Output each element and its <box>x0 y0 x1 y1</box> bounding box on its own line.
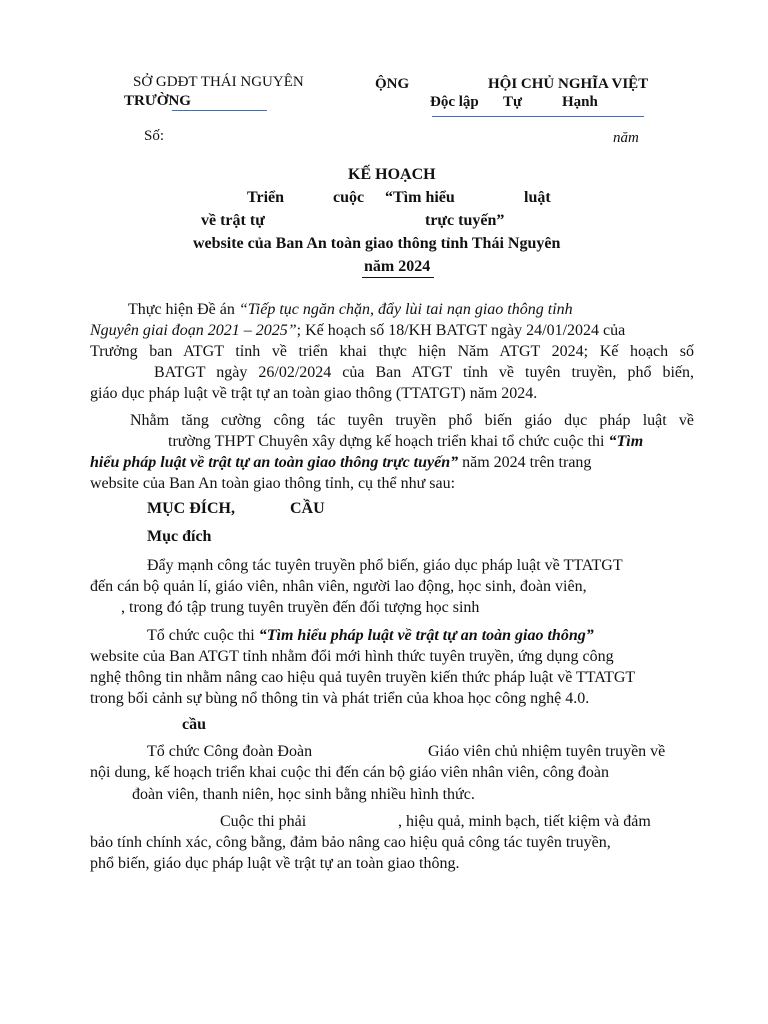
motto-part-1: Độc lập <box>430 94 479 110</box>
title-line2-a: Triển <box>247 189 285 206</box>
p4-line1: Tổ chức cuộc thi “Tìm hiểu pháp luật về trật tự an toàn giao thông” <box>147 627 594 644</box>
title-line2-b: cuộc <box>333 189 365 206</box>
subsection-requirements: cầu <box>182 716 206 733</box>
p6-line3: phổ biến, giáo dục pháp luật về trật tự an toàn giao thông. <box>90 855 460 872</box>
p4-line4: trong bối cảnh sự bùng nổ thông tin và phát triển của khoa học công nghệ 4.0. <box>90 690 590 707</box>
p4-line3: nghệ thông tin nhằm nâng cao hiệu quả tuyên truyền kiến thức pháp luật về TTATGT <box>90 669 636 686</box>
title-line2-d: luật <box>524 189 551 206</box>
p1-line2: Nguyên giai đoạn 2021 – 2025”; Kế hoạch số 18/KH BATGT ngày 24/01/2024 của <box>90 322 626 339</box>
national-title: HỘI CHỦ NGHĨA VIỆT <box>488 76 649 92</box>
p2-line1: Nhằm tăng cường công tác tuyên truyền phổ biến giáo dục pháp luật về <box>130 412 694 429</box>
p5-line3: đoàn viên, thanh niên, học sinh bằng nhiều hình thức. <box>132 786 475 803</box>
title-line4: website của Ban An toàn giao thông tỉnh Thái Nguyên <box>193 235 561 252</box>
p1-line5: giáo dục pháp luật về trật tự an toàn giao thông (TTATGT) năm 2024. <box>90 385 538 402</box>
agency-name: SỞ GDĐT THÁI NGUYÊN <box>133 74 304 90</box>
title-line3-a: về trật tự <box>201 212 265 229</box>
p2-line4: website của Ban An toàn giao thông tỉnh, cụ thể như sau: <box>90 475 456 492</box>
p2-line3: hiểu pháp luật về trật tự an toàn giao thông trực tuyến” năm 2024 trên trang <box>90 454 592 471</box>
school-name: TRƯỜNG <box>124 93 191 109</box>
section-purpose-heading-b: CẦU <box>290 500 325 517</box>
p3-line2: đến cán bộ quản lí, giáo viên, nhân viên, người lao động, học sinh, đoàn viên, <box>90 578 587 595</box>
title-underline <box>362 277 434 278</box>
school-underline <box>172 110 267 111</box>
p6-line1-a: Cuộc thi phải <box>220 813 307 830</box>
title-line5: năm 2024 <box>364 258 431 275</box>
p3-line1: Đẩy mạnh công tác tuyên truyền phổ biến, giáo dục pháp luật về TTATGT <box>147 557 623 574</box>
p3-line3: , trong đó tập trung tuyên truyền đến đối tượng học sinh <box>121 599 480 616</box>
motto-underline <box>432 116 644 117</box>
p6-line2: bảo tính chính xác, công bằng, đảm bảo nâng cao hiệu quả công tác tuyên truyền, <box>90 834 611 851</box>
p1-line1: Thực hiện Đề án “Tiếp tục ngăn chặn, đẩy lùi tai nạn giao thông tỉnh <box>128 301 573 318</box>
p5-line1-a: Tổ chức Công đoàn Đoàn <box>147 743 313 760</box>
p4-line2: website của Ban ATGT tỉnh nhằm đổi mới hình thức tuyên truyền, ứng dụng công <box>90 648 614 665</box>
p5-line1-b: Giáo viên chủ nhiệm tuyên truyền về <box>428 743 666 760</box>
p2-line2: trường THPT Chuyên xây dựng kế hoạch triển khai tổ chức cuộc thi “Tìm <box>168 433 644 450</box>
document-title: KẾ HOẠCH <box>348 166 436 183</box>
date-fragment: năm <box>613 130 639 146</box>
title-line2-c: “Tìm hiểu <box>385 189 455 206</box>
p5-line2: nội dung, kế hoạch triển khai cuộc thi đến cán bộ giáo viên nhân viên, công đoàn <box>90 764 609 781</box>
section-purpose-heading-a: MỤC ĐÍCH, <box>147 500 235 517</box>
header-fragment: ỘNG <box>375 76 410 92</box>
p1-line4: BATGT ngày 26/02/2024 của Ban ATGT tỉnh về tuyên truyền, phổ biến, <box>154 364 694 381</box>
motto-part-2: Tự <box>503 94 523 110</box>
p6-line1-b: , hiệu quả, minh bạch, tiết kiệm và đảm <box>398 813 651 830</box>
document-number-label: Số: <box>144 128 165 144</box>
p1-line3: Trưởng ban ATGT tỉnh về triển khai thực hiện Năm ATGT 2024; Kế hoạch số <box>90 343 694 360</box>
motto-part-3: Hạnh <box>562 94 598 110</box>
subsection-purpose: Mục đích <box>147 528 212 545</box>
title-line3-b: trực tuyến” <box>425 212 505 229</box>
